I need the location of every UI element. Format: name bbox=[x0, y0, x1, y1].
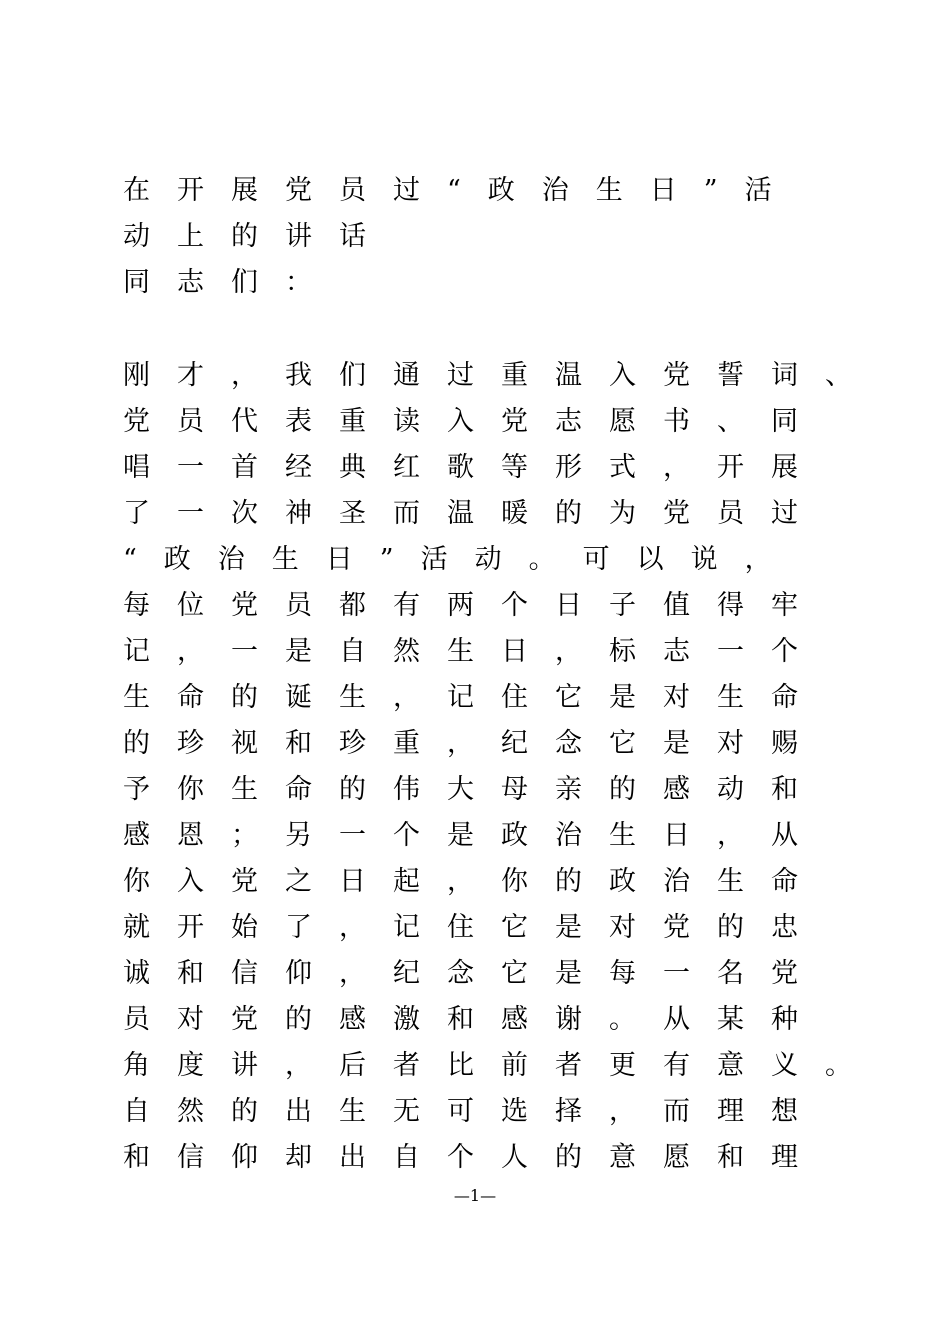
page-number: —1— bbox=[453, 1186, 497, 1205]
body-line: 记，一是自然生日，标志一个 bbox=[123, 636, 825, 667]
body-line: “政治生日”活动。可以说， bbox=[123, 544, 799, 575]
body-line: 生命的诞生，记住它是对生命 bbox=[123, 682, 825, 713]
body-line: 角度讲，后者比前者更有意义。 bbox=[123, 1050, 879, 1081]
document-title-line-1: 在开展党员过“政治生日”活 bbox=[123, 175, 799, 206]
body-line: 了一次神圣而温暖的为党员过 bbox=[123, 498, 825, 529]
body-line: 就开始了，记住它是对党的忠 bbox=[123, 912, 825, 943]
body-line: 自然的出生无可选择，而理想 bbox=[123, 1096, 825, 1127]
body-line: 感恩；另一个是政治生日，从 bbox=[123, 820, 825, 851]
body-line: 和信仰却出自个人的意愿和理 bbox=[123, 1142, 825, 1173]
body-line: 刚才，我们通过重温入党誓词、 bbox=[123, 360, 879, 391]
body-line: 员对党的感激和感谢。从某种 bbox=[123, 1004, 825, 1035]
body-line: 党员代表重读入党志愿书、同 bbox=[123, 406, 825, 437]
body-line: 每位党员都有两个日子值得牢 bbox=[123, 590, 825, 621]
body-line: 的珍视和珍重，纪念它是对赐 bbox=[123, 728, 825, 759]
body-line: 诚和信仰，纪念它是每一名党 bbox=[123, 958, 825, 989]
body-line: 唱一首经典红歌等形式，开展 bbox=[123, 452, 825, 483]
document-title-line-2: 动上的讲话 bbox=[123, 221, 393, 252]
body-line: 你入党之日起，你的政治生命 bbox=[123, 866, 825, 897]
salutation: 同志们： bbox=[123, 267, 339, 298]
body-line: 予你生命的伟大母亲的感动和 bbox=[123, 774, 825, 805]
